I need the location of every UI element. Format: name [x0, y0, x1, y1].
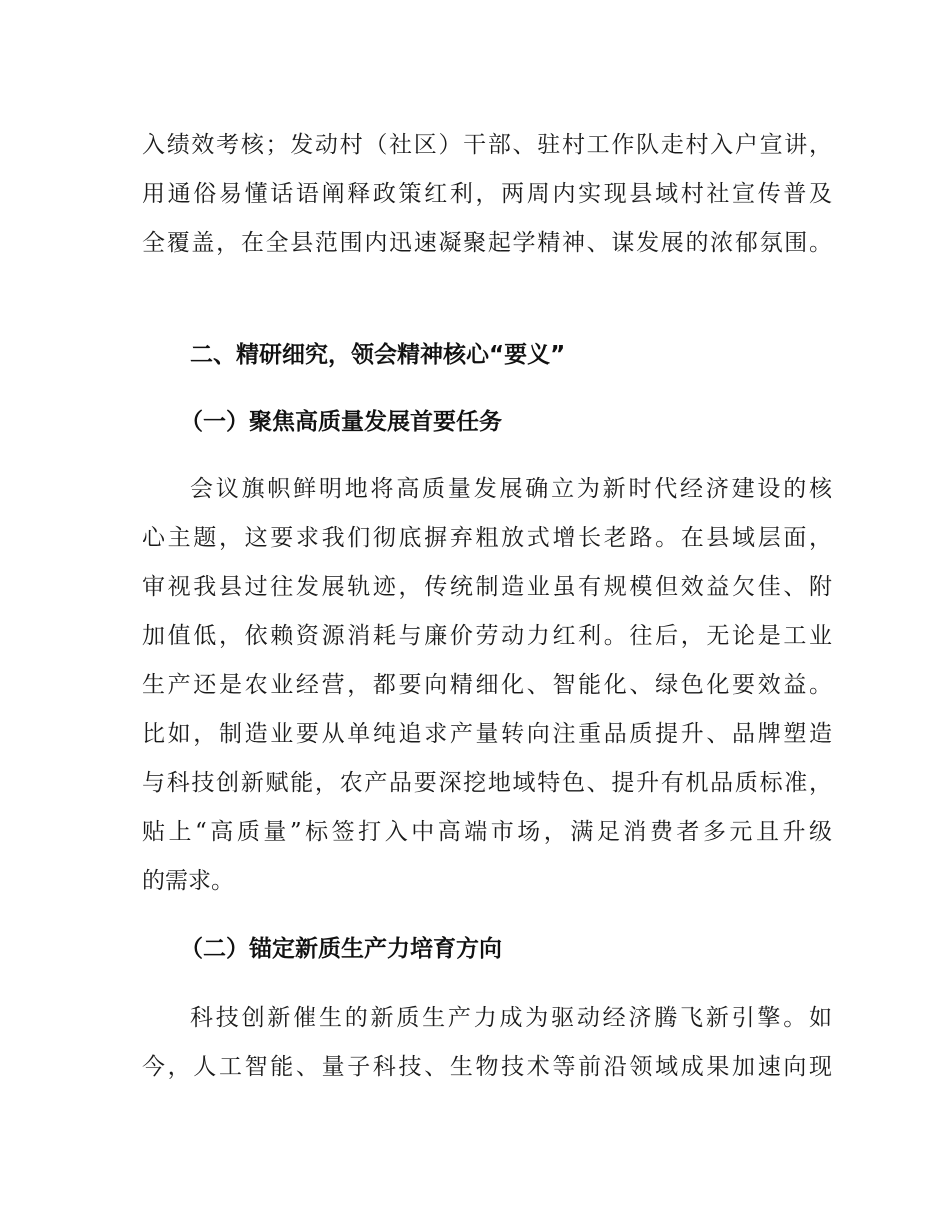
paragraph-line: 科技创新催生的新质生产力成为驱动经济腾飞新引擎。如 [190, 1005, 832, 1031]
paragraph-line: 贴上“高质量”标签打入中高端市场，满足消费者多元且升级 [142, 819, 832, 845]
paragraph-line: 会议旗帜鲜明地将高质量发展确立为新时代经济建设的核 [190, 476, 832, 502]
paragraph-line: 与科技创新赋能，农产品要深挖地域特色、提升有机品质标准， [142, 770, 832, 796]
section-heading: 二、精研细究，领会精神核心“要义” [190, 342, 566, 368]
subsection-heading: （二）锚定新质生产力培育方向 [180, 936, 502, 962]
paragraph-line: 用通俗易懂话语阐释政策红利，两周内实现县域村社宣传普及 [142, 181, 832, 207]
paragraph-line: 全覆盖，在全县范围内迅速凝聚起学精神、谋发展的浓郁氛围。 [142, 230, 832, 256]
paragraph-line: 的需求。 [142, 868, 234, 894]
paragraph-line: 入绩效考核；发动村（社区）干部、驻村工作队走村入户宣讲， [142, 132, 832, 158]
paragraph-line: 心主题，这要求我们彻底摒弃粗放式增长老路。在县域层面， [142, 525, 832, 551]
paragraph-line: 今，人工智能、量子科技、生物技术等前沿领域成果加速向现 [142, 1054, 832, 1080]
paragraph-line: 加值低，依赖资源消耗与廉价劳动力红利。往后，无论是工业 [142, 623, 832, 649]
subsection-heading: （一）聚焦高质量发展首要任务 [180, 409, 502, 435]
paragraph-line: 生产还是农业经营，都要向精细化、智能化、绿色化要效益。 [142, 672, 832, 698]
paragraph-line: 比如，制造业要从单纯追求产量转向注重品质提升、品牌塑造 [142, 721, 832, 747]
paragraph-line: 审视我县过往发展轨迹，传统制造业虽有规模但效益欠佳、附 [142, 574, 832, 600]
